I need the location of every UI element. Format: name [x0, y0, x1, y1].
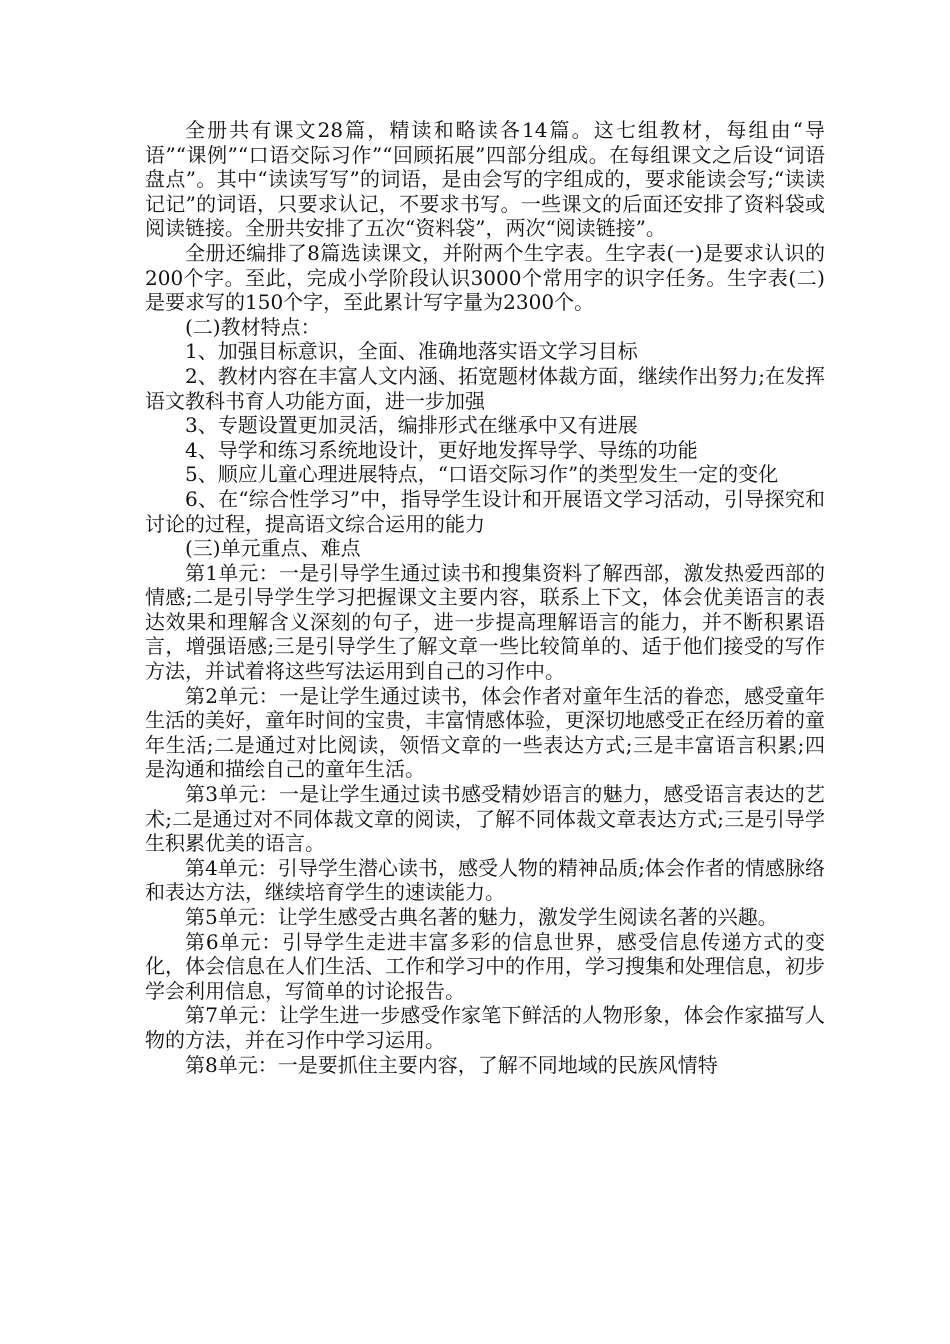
feature-item-5: 5、顺应儿童心理进展特点，“口语交际习作”的类型发生一定的变化 — [185, 462, 779, 487]
unit-7-paragraph: 第7单元：让学生进一步感受作家笔下鲜活的人物形象，体会作家描写人物的方法，并在习作中学习运用。 — [145, 1003, 825, 1052]
unit-1-paragraph: 第1单元：一是引导学生通过读书和搜集资料了解西部，激发热爱西部的情感;二是引导学生学习把握课文主要内容，联系上下文，体会优美语言的表达效果和理解含义深刻的句子，进一步提高理解语言的能力，并不断积累语言，增强语感;三是引导学生了解文章一些比较简单的、适于他们接受的写作方法，并试着将这些写法运用到自己的习作中。 — [145, 560, 825, 684]
heading-unit-key-points: (三)单元重点、难点 — [185, 536, 361, 561]
paragraph-optional-texts: 全册还编排了8篇选读课文，并附两个生字表。生字表(一)是要求认识的200个字。至此，完成小学阶段认识3000个常用字的识字任务。生字表(二)是要求写的150个字，至此累计写字量为2300个。 — [145, 240, 825, 315]
unit-5-paragraph: 第5单元：让学生感受古典名著的魅力，激发学生阅读名著的兴趣。 — [185, 905, 778, 929]
feature-item-3: 3、专题设置更加灵活，编排形式在继承中又有进展 — [185, 413, 638, 438]
unit-6-paragraph: 第6单元：引导学生走进丰富多彩的信息世界，感受信息传递方式的变化，体会信息在人们生活、工作和学习中的作用，学习搜集和处理信息，初步学会利用信息，写简单的讨论报告。 — [145, 929, 825, 1003]
feature-item-4: 4、导学和练习系统地设计，更好地发挥导学、导练的功能 — [185, 437, 698, 462]
unit-4-paragraph: 第4单元：引导学生潜心读书，感受人物的精神品质;体会作者的情感脉络和表达方法，继续培育学生的速读能力。 — [145, 855, 825, 905]
feature-item-1: 1、加强目标意识，全面、准确地落实语文学习目标 — [185, 339, 638, 364]
document-body — [145, 118, 825, 1077]
unit-3-paragraph: 第3单元：一是让学生通过读书感受精妙语言的魅力，感受语言表达的艺术;二是通过对不同体裁文章的阅读，了解不同体裁文章表达方式;三是引导学生积累优美的语言。 — [145, 782, 825, 856]
unit-2-paragraph: 第2单元：一是让学生通过读书，体会作者对童年生活的眷恋，感受童年生活的美好，童年时间的宝贵，丰富情感体验，更深切地感受正在经历着的童年生活;二是通过对比阅读，领悟文章的一些表达方式;三是丰富语言积累;四是沟通和描绘自己的童年生活。 — [145, 683, 825, 782]
unit-8-paragraph: 第8单元：一是要抓住主要内容，了解不同地域的民族风情特 — [185, 1052, 718, 1077]
paragraph-textbook-composition: 全册共有课文28篇，精读和略读各14篇。这七组教材，每组由“导语”“课例”“口语交际习作”“回顾拓展”四部分组成。在每组课文之后设“词语盘点”。其中“读读写写”的词语，是由会写的字组成的，要求能读会写;“读读记记”的词语，只要求认记，不要求书写。一些课文的后面还安排了资料袋或阅读链接。全册共安排了五次“资料袋”，两次“阅读链接”。 — [145, 118, 825, 241]
feature-item-2: 2、教材内容在丰富人文内涵、拓宽题材体裁方面，继续作出努力;在发挥语文教科书育人功能方面，进一步加强 — [145, 363, 825, 413]
heading-textbook-features: (二)教材特点： — [185, 314, 321, 339]
feature-item-6: 6、在“综合性学习”中，指导学生设计和开展语文学习活动，引导探究和讨论的过程，提高语文综合运用的能力 — [145, 486, 825, 536]
